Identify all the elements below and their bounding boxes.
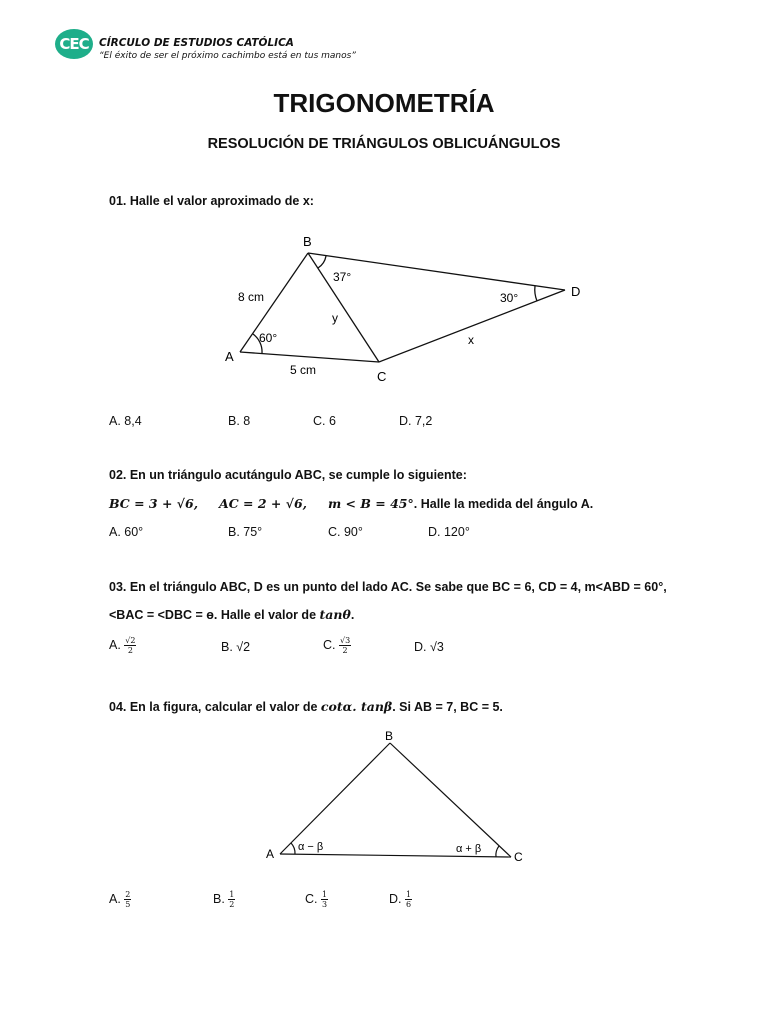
numerator: 1 bbox=[321, 890, 328, 899]
angle-d-label: 30° bbox=[500, 291, 519, 305]
angle-c-arc bbox=[496, 846, 499, 857]
angle-a-label: 60° bbox=[259, 331, 278, 345]
q3-option-d[interactable]: D. √3 bbox=[414, 640, 444, 654]
side-ab-label: 8 cm bbox=[238, 290, 265, 304]
q4-expression: cotα. tanβ bbox=[320, 699, 393, 714]
q3-period: . bbox=[350, 608, 355, 622]
denominator: 6 bbox=[405, 900, 412, 909]
q4-option-c-label: C. bbox=[305, 891, 318, 906]
angle-c-label: α + β bbox=[456, 843, 482, 855]
q2-option-b[interactable]: B. 75° bbox=[228, 525, 263, 539]
q3-line1: 03. En el triángulo ABC, D es un punto del lado AC. Se sabe que BC = 6, CD = 4, m<ABD = 60°, bbox=[109, 580, 667, 594]
q4-option-c[interactable] bbox=[305, 890, 328, 909]
vertex-b-label: B bbox=[303, 234, 312, 249]
vertex-a-label: A bbox=[225, 349, 234, 364]
vertex-c-label: C bbox=[514, 850, 523, 864]
q4-option-d-fraction bbox=[405, 890, 412, 909]
side-bc-label: y bbox=[332, 311, 338, 325]
q1-text: 01. Halle el valor aproximado de x: bbox=[109, 194, 314, 208]
numerator: √2 bbox=[125, 636, 136, 645]
q2-eq-b: m < B = 45° bbox=[327, 496, 414, 511]
denominator: 3 bbox=[321, 900, 328, 909]
q2-eq-bc: BC = 3 + √6, bbox=[109, 496, 199, 511]
segment-bc bbox=[390, 743, 511, 857]
q1-option-d[interactable]: D. 7,2 bbox=[399, 414, 433, 428]
denominator: 2 bbox=[342, 646, 348, 655]
q1-option-c[interactable]: C. 6 bbox=[313, 414, 336, 428]
q1-option-a[interactable]: A. 8,4 bbox=[109, 414, 142, 428]
org-name: CÍRCULO DE ESTUDIOS CATÓLICA bbox=[99, 37, 294, 49]
q4-option-a[interactable] bbox=[109, 890, 131, 909]
angle-a-label: α − β bbox=[298, 841, 324, 853]
q2-option-c[interactable]: C. 90° bbox=[328, 525, 363, 539]
denominator: 2 bbox=[229, 900, 235, 909]
q2-option-d[interactable]: D. 120° bbox=[428, 525, 470, 539]
q4-option-c-fraction bbox=[321, 890, 328, 909]
slogan: “El éxito de ser el próximo cachimbo está en tus manos” bbox=[99, 51, 356, 61]
q2-tail: . Halle la medida del ángulo A. bbox=[413, 497, 594, 511]
q3-option-b[interactable]: B. √2 bbox=[221, 640, 251, 654]
vertex-a-label: A bbox=[266, 847, 275, 861]
numerator: 1 bbox=[405, 890, 412, 899]
q1-option-b[interactable]: B. 8 bbox=[228, 414, 251, 428]
q4-text-pre: 04. En la figura, calcular el valor de bbox=[109, 700, 321, 714]
q4-option-d[interactable] bbox=[389, 890, 412, 909]
q2-option-a[interactable]: A. 60° bbox=[109, 525, 144, 539]
numerator: 2 bbox=[125, 890, 131, 899]
vertex-b-label: B bbox=[385, 729, 394, 743]
denominator: 5 bbox=[125, 900, 131, 909]
vertex-d-label: D bbox=[571, 284, 581, 299]
page-subtitle: RESOLUCIÓN DE TRIÁNGULOS OBLICUÁNGULOS bbox=[207, 136, 561, 152]
logo-badge: CEC bbox=[55, 29, 93, 59]
q3-option-c-label: C. bbox=[323, 637, 336, 652]
numerator: √3 bbox=[339, 636, 351, 645]
q4-text-post: . Si AB = 7, BC = 5. bbox=[392, 700, 503, 714]
q4-option-b-fraction bbox=[228, 890, 235, 909]
page-title: TRIGONOMETRÍA bbox=[273, 88, 495, 118]
angle-a-arc bbox=[291, 843, 295, 854]
q3-option-a-label: A. bbox=[109, 637, 121, 652]
q4-option-a-label: A. bbox=[109, 891, 121, 906]
q4-option-d-label: D. bbox=[389, 891, 402, 906]
q4-option-b-label: B. bbox=[213, 891, 225, 906]
q3-line2-text: <BAC = <DBC = ɵ. Halle el valor de bbox=[109, 608, 320, 622]
side-ac-label: 5 cm bbox=[290, 363, 317, 377]
q4-option-a-fraction bbox=[124, 890, 131, 909]
denominator: 2 bbox=[127, 646, 133, 655]
segment-ab bbox=[280, 743, 390, 854]
q4-option-b[interactable] bbox=[213, 890, 235, 909]
q2-text: 02. En un triángulo acutángulo ABC, se cumple lo siguiente: bbox=[109, 468, 467, 482]
q2-eq-ac: AC = 2 + √6, bbox=[219, 496, 307, 511]
q3-tan-theta: tanθ bbox=[319, 607, 351, 622]
angle-b-label: 37° bbox=[333, 270, 352, 284]
side-cd-label: x bbox=[468, 333, 474, 347]
numerator: 1 bbox=[229, 890, 235, 899]
vertex-c-label: C bbox=[377, 369, 387, 384]
